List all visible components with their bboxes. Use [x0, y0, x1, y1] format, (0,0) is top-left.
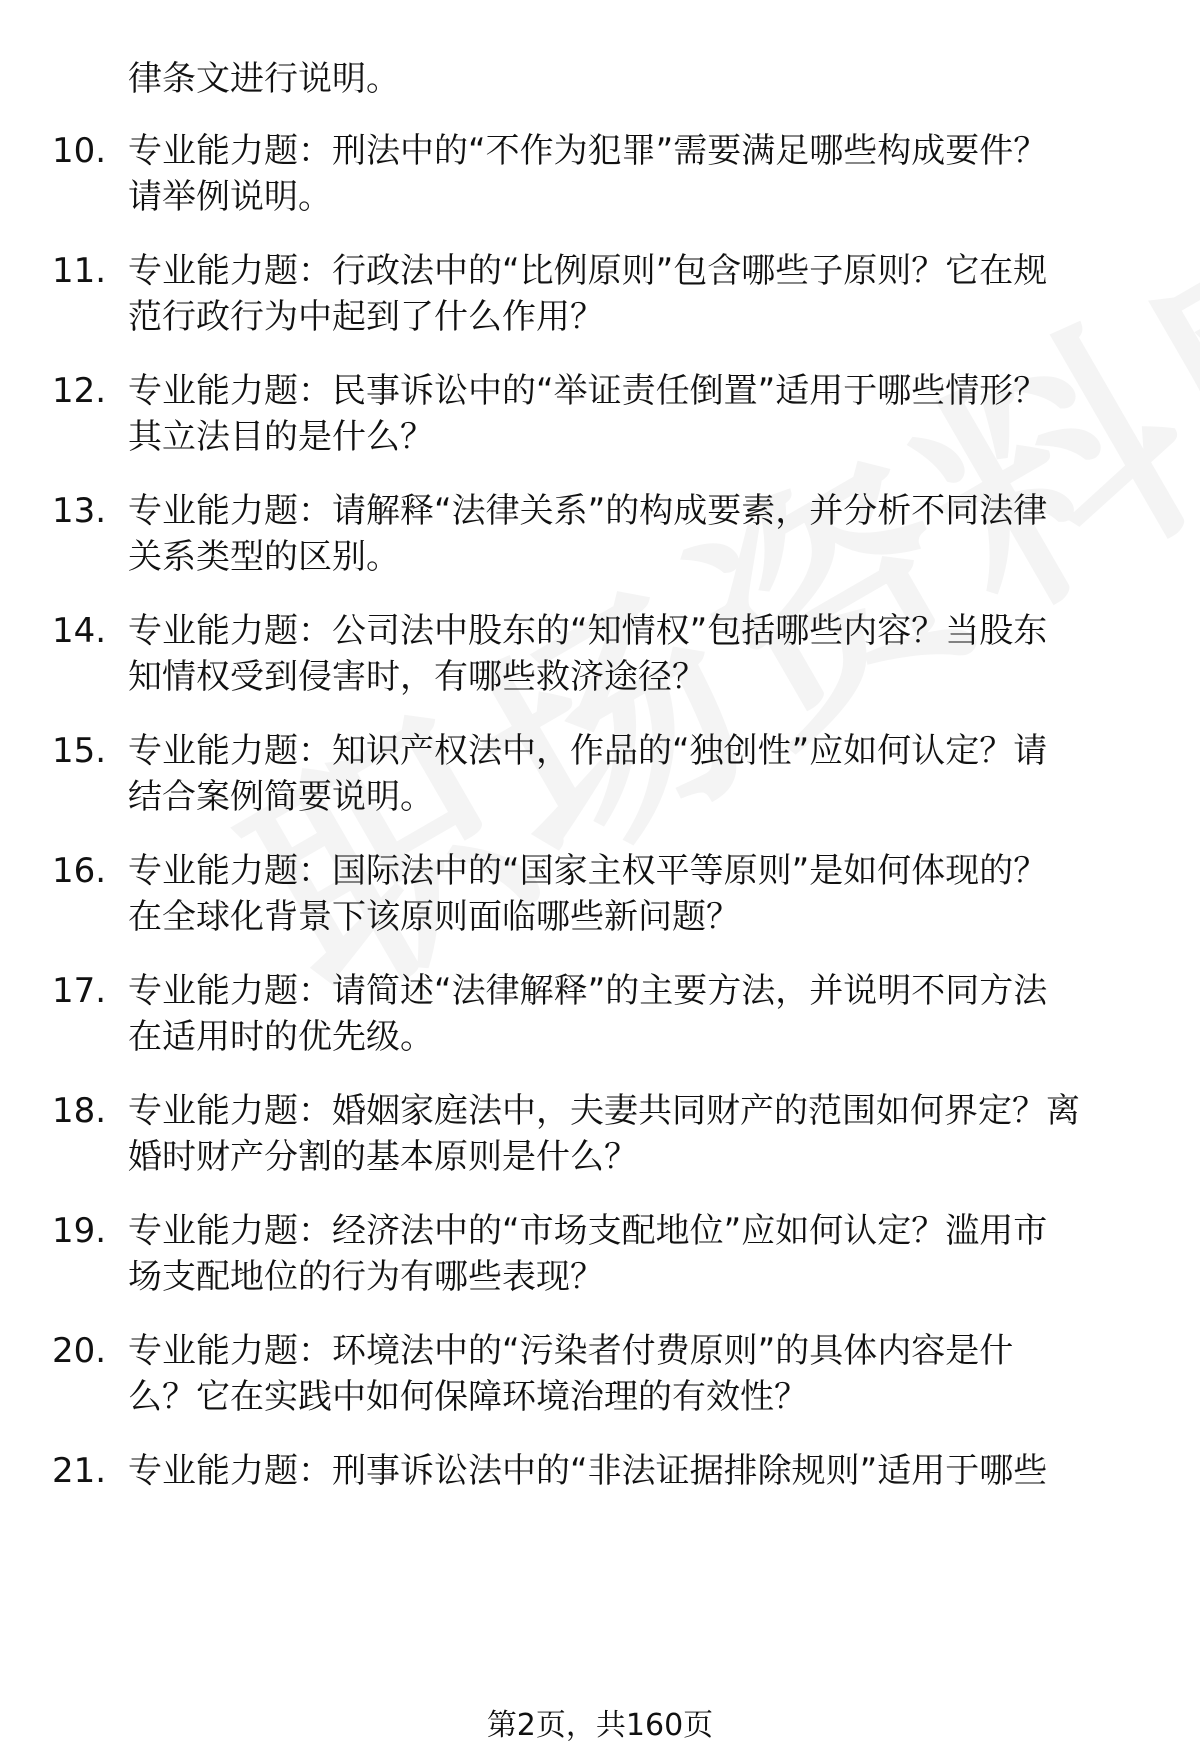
question-text-line: 专业能力题：请解释“法律关系”的构成要素，并分析不同法律 [128, 491, 1048, 531]
question-number: 12. [52, 371, 107, 411]
question-number: 19. [52, 1211, 107, 1251]
question-number: 21. [52, 1451, 107, 1491]
question-number: 18. [52, 1091, 107, 1131]
question-number: 17. [52, 971, 107, 1011]
question-number: 10. [52, 131, 107, 171]
question-text-line: 专业能力题：知识产权法中，作品的“独创性”应如何认定？请 [128, 731, 1048, 771]
question-text-line: 专业能力题：国际法中的“国家主权平等原则”是如何体现的？ [128, 851, 1048, 891]
question-text-line: 场支配地位的行为有哪些表现？ [128, 1257, 604, 1297]
question-text-line: 专业能力题：公司法中股东的“知情权”包括哪些内容？当股东 [128, 611, 1048, 651]
question-text-line: 专业能力题：行政法中的“比例原则”包含哪些子原则？它在规 [128, 251, 1048, 291]
question-text-line: 在全球化背景下该原则面临哪些新问题？ [128, 897, 740, 937]
question-number: 14. [52, 611, 107, 651]
question-number: 15. [52, 731, 107, 771]
question-text-line: 么？它在实践中如何保障环境治理的有效性？ [128, 1377, 808, 1417]
question-text-line: 专业能力题：请简述“法律解释”的主要方法，并说明不同方法 [128, 971, 1048, 1011]
question-number: 16. [52, 851, 107, 891]
question-text-line: 专业能力题：婚姻家庭法中，夫妻共同财产的范围如何界定？离 [128, 1091, 1080, 1131]
continuation-line: 律条文进行说明。 [128, 59, 400, 99]
question-text-line: 专业能力题：经济法中的“市场支配地位”应如何认定？滥用市 [128, 1211, 1048, 1251]
question-text-line: 专业能力题：环境法中的“污染者付费原则”的具体内容是什 [128, 1331, 1014, 1371]
question-text-line: 关系类型的区别。 [128, 537, 400, 577]
question-number: 20. [52, 1331, 107, 1371]
question-text-line: 在适用时的优先级。 [128, 1017, 434, 1057]
page-footer: 第2页，共160页 [486, 1708, 714, 1743]
question-number: 11. [52, 251, 107, 291]
question-text-line: 知情权受到侵害时，有哪些救济途径？ [128, 657, 706, 697]
question-number: 13. [52, 491, 107, 531]
question-text-line: 婚时财产分割的基本原则是什么？ [128, 1137, 638, 1177]
question-text-line: 请举例说明。 [128, 177, 332, 217]
question-text-line: 结合案例简要说明。 [128, 777, 434, 817]
question-text-line: 专业能力题：民事诉讼中的“举证责任倒置”适用于哪些情形？ [128, 371, 1048, 411]
question-text-line: 专业能力题：刑事诉讼法中的“非法证据排除规则”适用于哪些 [128, 1451, 1048, 1491]
question-text-line: 专业能力题：刑法中的“不作为犯罪”需要满足哪些构成要件？ [128, 131, 1048, 171]
question-text-line: 范行政行为中起到了什么作用？ [128, 297, 604, 337]
question-text-line: 其立法目的是什么？ [128, 417, 434, 457]
